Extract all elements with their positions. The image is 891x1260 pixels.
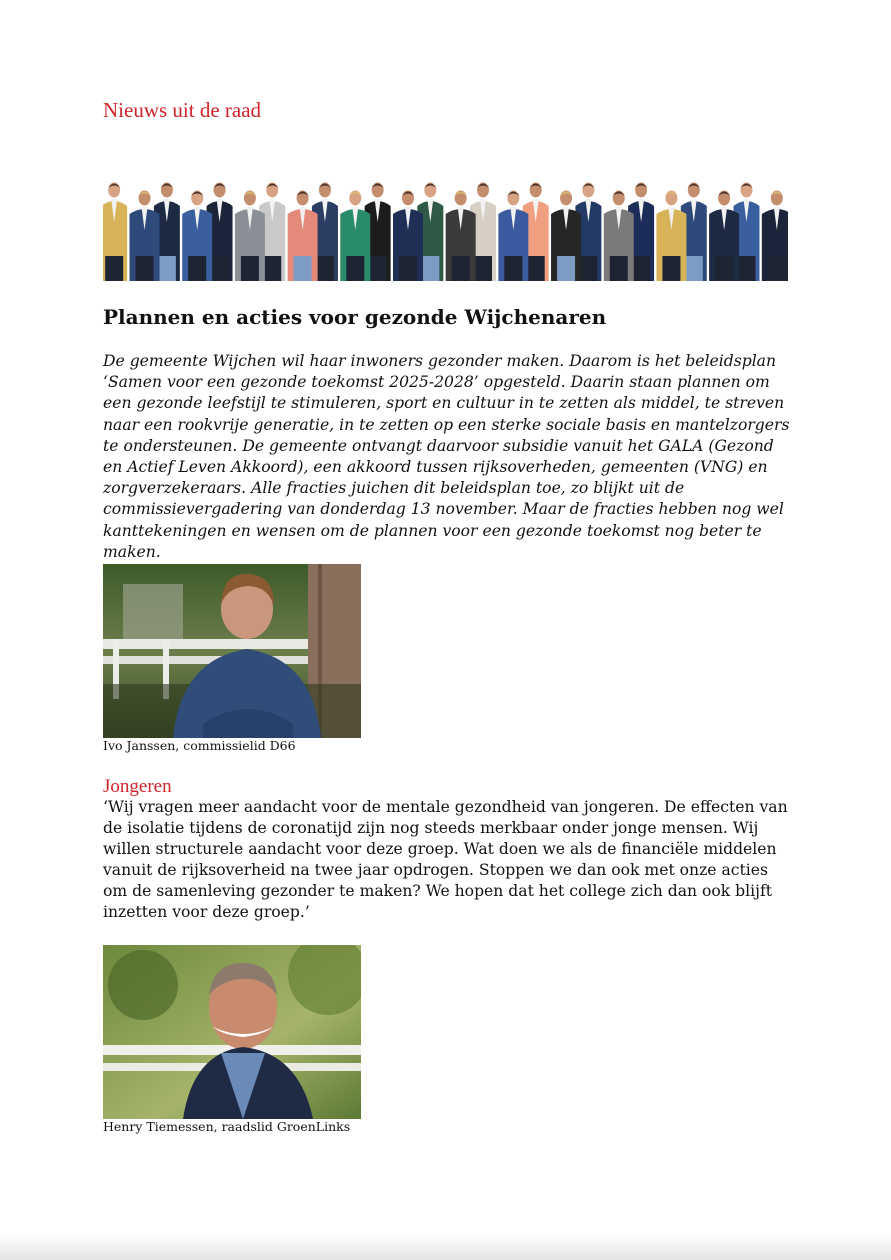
article-quote: ‘Wij vragen meer aandacht voor de mentale gezondheid van jongeren. De effecten van de isolatie tijdens de coronatijd zijn nog steeds merkbaar onder jonge mensen. Wij willen structurele aandacht voor deze groep. Wat doen we als de financiële middelen vanuit de rijksoverheid na twee jaar opdrogen. Stoppen we dan ook met onze acties om de samenleving gezonder te maken? We hopen dat het college zich dan ook blijft inzetten voor deze groep.’ xyxy=(103,798,788,921)
page-edge-shadow xyxy=(0,1234,891,1260)
section-subheading: Jongeren xyxy=(103,776,172,797)
council-group-photo xyxy=(103,176,788,281)
photo-caption: Ivo Janssen, commissielid D66 xyxy=(103,738,296,753)
portrait-photo-ivo-janssen xyxy=(103,564,361,738)
article-intro: De gemeente Wijchen wil haar inwoners gezonder maken. Daarom is het beleidsplan ‘Samen voor een gezonde toekomst 2025-2028’ opgesteld. Daarin staan plannen om een gezonde leefstijl te stimuleren, sport en cultuur in te zetten als middel, te streven naar een rookvrije generatie, in te zetten op een sterke sociale basis en mantelzorgers te ondersteunen. De gemeente ontvangt daarvoor subsidie vanuit het GALA (Gezond en Actief Leven Akkoord), een akkoord tussen rijksoverheden, gemeenten (VNG) en zorgverzekeraars. Alle fracties juichen dit beleidsplan toe, zo blijkt uit de commissievergadering van donderdag 13 november. Maar de fracties hebben nog wel kanttekeningen en wensen om de plannen voor een gezonde toekomst nog beter te maken. xyxy=(103,352,790,561)
article-headline: Plannen en acties voor gezonde Wijchenaren xyxy=(103,305,607,329)
group-photo-icon xyxy=(103,176,788,281)
photo-caption: Henry Tiemessen, raadslid GroenLinks xyxy=(103,1119,351,1134)
portrait-photo-henry-tiemessen xyxy=(103,945,361,1119)
section-label: Nieuws uit de raad xyxy=(103,98,262,122)
